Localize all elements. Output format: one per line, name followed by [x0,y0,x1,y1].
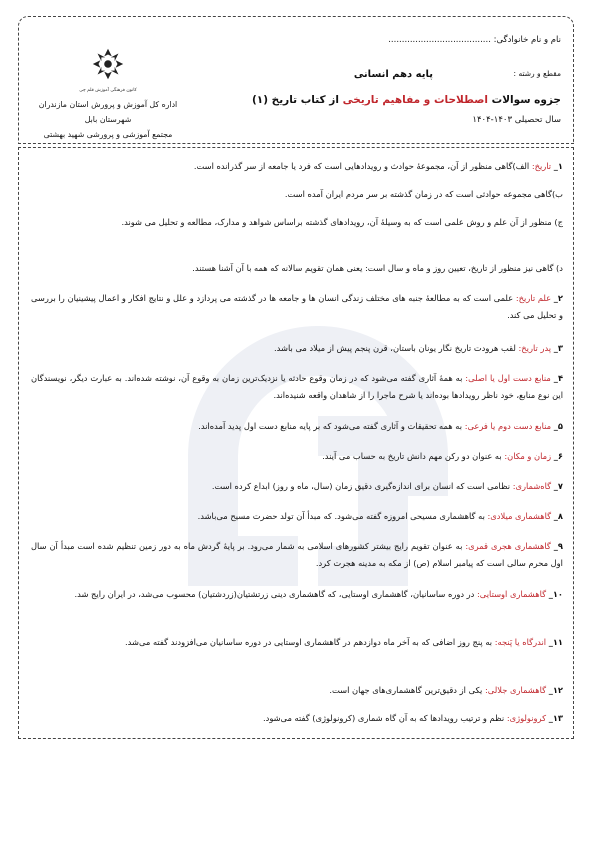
question-term: تاریخ: [531,161,552,171]
question-term: زمان و مکان: [504,451,552,461]
question-item: ۱۱_ اندرگاه یا پَنجه: به پنج روز اضافی که به آخر ماه دوازدهم در گاهشماری اوستایی در دوره ساسانیان می‌افزودند گفته می‌شد. [125,637,563,647]
question-item: ب)گاهی مجموعه حوادثی است که در زمان گذشته بر سر مردم ایران آمده است. [284,189,563,199]
question-term: اندرگاه یا پَنجه: [494,637,547,647]
worksheet-title: جزوه سوالات اصطلاحات و مفاهیم تاریخی از کتاب تاریخ (۱) [251,94,561,106]
school-year: سال تحصیلی ۱۴۰۳-۱۴۰۴ [472,115,561,125]
question-item: ۸_ گاهشماری میلادی: به گاهشماری مسیحی امروزه گفته می‌شود. که مبدأ آن تولد حضرت مسیح می‌باشد. [197,511,563,521]
institution-block [33,45,183,142]
question-item: د) گاهی نیز منظور از تاریخ، تعیین روز و ماه و سال است: یعنی همان تقویم سالانه که همه با آن آشنا هستند. [192,263,563,273]
institution-logo-icon [89,45,127,83]
question-term: کرونولوژی: [506,713,547,723]
question-term: منابع دست اول یا اصلی: [465,373,551,383]
grade-meta-label: مقطع و رشته : [513,69,561,78]
question-item: ۶_ زمان و مکان: به عنوان دو رکن مهم دانش تاریخ به حساب می آیند. [322,451,563,461]
question-term: گاهشماری اوستایی: [477,589,547,599]
question-term: گاهشماری میلادی: [487,511,552,521]
question-item: ۱۳_ کرونولوژی: نظم و ترتیب رویدادها که به آن گاه شماری (کرونولوژی) گفته می‌شود. [262,713,563,723]
question-term: منابع دست دوم یا فرعی: [464,421,552,431]
question-term: پدر تاریخ: [518,343,552,353]
student-name-line: نام و نام خانوادگی: ...................................... [388,35,561,45]
question-item: ۲_ علم تاریخ: علمی است که به مطالعۀ جنبه های مختلف زندگی انسان ها و جامعه ها در گذشته می پردازد و علل و نتایج افکار و اعمال پیشینیان را بررسی و تحلیل می کند. [31,293,563,320]
grade-label: پایه دهم انسانی [353,69,433,80]
worksheet-page [18,16,574,828]
question-item: ۱۰_ گاهشماری اوستایی: در دوره ساسانیان، گاهشماری اوستایی، که گاهشماری دینی زرتشتیان(زردشتیان) محسوب می‌شد، در ایران رایج شد. [74,589,563,599]
organization-lines: اداره کل آموزش و پرورش استان مازندران شهرستان بابل مجتمع آموزشی و پرورشی شهید بهشتی [38,100,178,139]
question-item: ۹_ گاهشماری هجری قمری: به عنوان تقویم رایج بیشتر کشورهای اسلامی به شمار می‌رود. بر پایۀ گردش ماه به دور زمین تنظیم شده است مبدأ آن سال اول محرم سالی است که پیامبر اسلام (ص) از مکه به مدینه هجرت کرد. [31,541,563,568]
question-item: ۱۲_ گاهشماری جلالی: یکی از دقیق‌ترین گاهشماری‌های جهان است. [329,685,563,695]
question-item: ۳_ پدر تاریخ: لقب هرودت تاریخ نگار یونان باستان، قرن پنجم پیش از میلاد می باشد. [274,343,563,353]
question-term: علم تاریخ: [515,293,552,303]
question-item: ۷_ گاه‌شماری: نظامی است که انسان برای اندازه‌گیری دقیق زمان (سال، ماه و روز) ابداع کرده است. [211,481,563,491]
question-term: گاهشماری هجری قمری: [465,541,551,551]
question-term: گاه‌شماری: [512,481,552,491]
question-item: ۴_ منابع دست اول یا اصلی: به همۀ آثاری گفته می‌شود که در زمان وقوع حادثه یا نزدیک‌ترین زمان به وقوع آن، نوشته شده‌اند. به عبارت دیگر، نویسندگان این نوع منابع، خود ناظر رویدادها بوده‌اند یا شرح ماجرا را از شاهدان واقعه شنیده‌اند. [31,373,564,400]
title-highlight: اصطلاحات و مفاهیم تاریخی [342,94,488,106]
question-item: ۵_ منابع دست دوم یا فرعی: به همه تحقیقات و آثاری گفته می‌شود که بر پایه منابع دست اول پدید آمده‌اند. [198,421,563,431]
worksheet-header [18,16,574,144]
question-item: ۱_ تاریخ: الف)گاهی منظور از آن، مجموعۀ حوادث و رویدادهایی است که فرد یا جامعه از سر گذرانده است. [193,161,563,171]
logo-caption: کانون فرهنگی آموزش قلم چی [79,88,137,93]
question-item: ج) منظور از آن علم و روش علمی است که به وسیلۀ آن، رویدادهای گذشته براساس شواهد و مدارک، مطالعه و تحلیل می شوند. [121,217,563,227]
questions-box [18,147,574,739]
question-term: گاهشماری جلالی: [485,685,547,695]
